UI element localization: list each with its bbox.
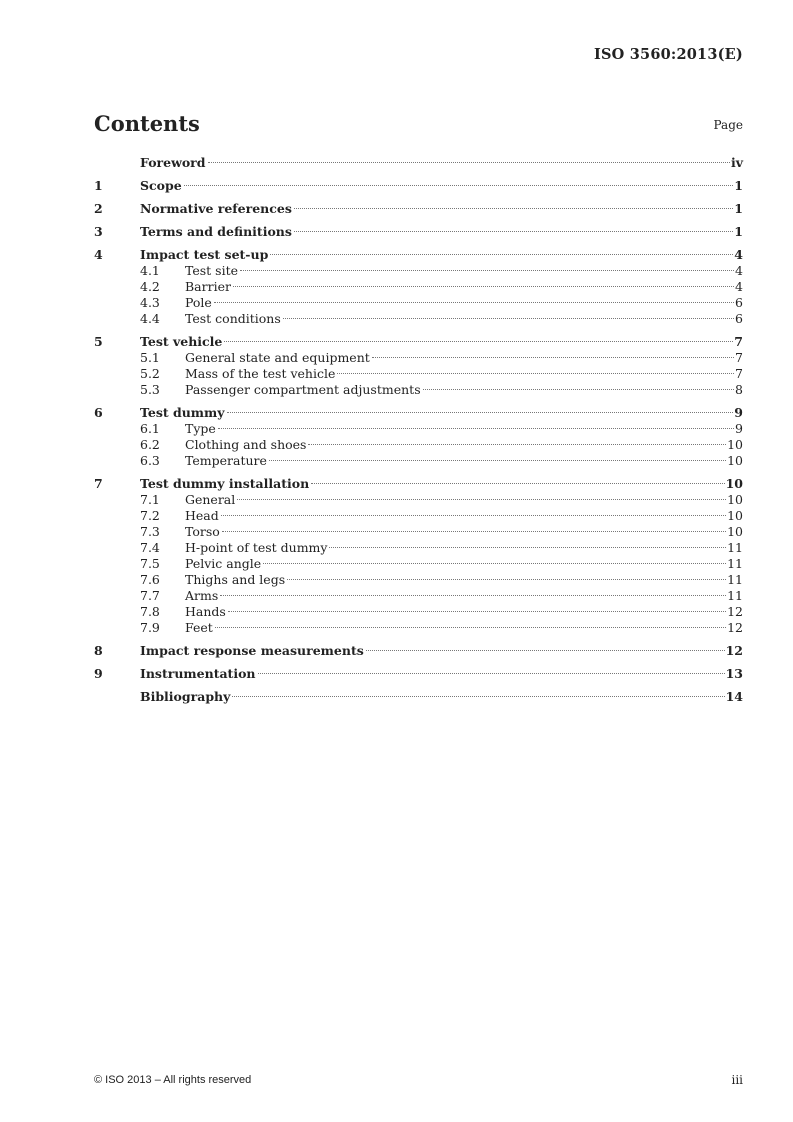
toc-entry-title: Test site — [185, 263, 239, 278]
toc-group — [94, 178, 743, 194]
dot-leader — [258, 673, 725, 674]
toc-entry-page: 10 — [727, 453, 743, 468]
toc-entry-title: Foreword — [140, 155, 206, 170]
toc-subentry[interactable] — [94, 279, 743, 295]
document-id: ISO 3560:2013(E) — [594, 46, 743, 63]
toc-subentry[interactable] — [94, 620, 743, 636]
toc-entry-page: 9 — [734, 405, 743, 420]
toc-subentry[interactable] — [94, 572, 743, 588]
dot-leader — [240, 270, 734, 271]
toc-entry-page: 4 — [735, 279, 743, 294]
dot-leader — [227, 412, 734, 413]
toc-entry-number: 2 — [94, 201, 103, 216]
toc-entry-page: 4 — [734, 247, 743, 262]
toc-entry-title: Test dummy — [140, 405, 225, 420]
dot-leader — [184, 185, 734, 186]
toc-subentry[interactable] — [94, 421, 743, 437]
toc-entry-page: 12 — [725, 643, 743, 658]
dot-leader — [329, 547, 726, 548]
toc-entry-page: 1 — [734, 178, 743, 193]
toc-entry-number: 6 — [94, 405, 103, 420]
dot-leader — [372, 357, 734, 358]
toc-group — [94, 643, 743, 659]
toc-entry-page: 11 — [727, 540, 743, 555]
contents-title: Contents — [94, 111, 200, 136]
toc-entry-number: 1 — [94, 178, 103, 193]
toc-group — [94, 689, 743, 705]
toc-entry-page: 11 — [727, 572, 743, 587]
dot-leader — [283, 318, 734, 319]
toc-entry-number: 9 — [94, 666, 103, 681]
toc-entry-page: 10 — [727, 437, 743, 452]
page-number: iii — [731, 1073, 743, 1087]
toc-entry-number: 5.1 — [140, 350, 160, 365]
toc-entry-title: Pelvic angle — [185, 556, 262, 571]
toc-entry-title: Clothing and shoes — [185, 437, 307, 452]
dot-leader — [366, 650, 725, 651]
toc-subentry[interactable] — [94, 524, 743, 540]
toc-entry[interactable] — [94, 689, 743, 705]
toc-entry-title: Barrier — [185, 279, 231, 294]
toc-entry-number: 6.1 — [140, 421, 160, 436]
toc-subentry[interactable] — [94, 350, 743, 366]
toc-entry-number: 7 — [94, 476, 103, 491]
dot-leader — [294, 208, 733, 209]
dot-leader — [308, 444, 726, 445]
toc-entry-title: General — [185, 492, 236, 507]
toc-entry-title: Pole — [185, 295, 212, 310]
dot-leader — [287, 579, 726, 580]
dot-leader — [337, 373, 734, 374]
toc-entry-title: Hands — [185, 604, 226, 619]
toc-entry[interactable] — [94, 247, 743, 263]
toc-entry-number: 7.5 — [140, 556, 160, 571]
toc-entry-number: 4.4 — [140, 311, 160, 326]
toc-entry-number: 6.3 — [140, 453, 160, 468]
toc-entry-title: Torso — [185, 524, 220, 539]
toc-entry-page: 11 — [727, 556, 743, 571]
toc-entry-title: Feet — [185, 620, 213, 635]
toc-entry[interactable] — [94, 643, 743, 659]
toc-group — [94, 155, 743, 171]
toc-subentry[interactable] — [94, 540, 743, 556]
toc-subentry[interactable] — [94, 311, 743, 327]
toc-entry-page: 14 — [725, 689, 743, 704]
dot-leader — [311, 483, 724, 484]
toc-group — [94, 405, 743, 469]
dot-leader — [218, 428, 734, 429]
dot-leader — [423, 389, 734, 390]
toc-entry-title: Test vehicle — [140, 334, 223, 349]
toc-entry[interactable] — [94, 476, 743, 492]
toc-entry-number: 7.7 — [140, 588, 160, 603]
toc-subentry[interactable] — [94, 295, 743, 311]
toc-subentry[interactable] — [94, 556, 743, 572]
toc-entry-page: 10 — [727, 508, 743, 523]
toc-entry-page: 10 — [727, 524, 743, 539]
toc-entry-title: Thighs and legs — [185, 572, 286, 587]
toc-entry-page: 7 — [735, 366, 743, 381]
toc-entry-page: 9 — [735, 421, 743, 436]
toc-entry-page: 1 — [734, 201, 743, 216]
toc-entry-page: 1 — [734, 224, 743, 239]
toc-entry-number: 5.3 — [140, 382, 160, 397]
toc-subentry[interactable] — [94, 453, 743, 469]
toc-entry[interactable] — [94, 666, 743, 682]
toc-group — [94, 247, 743, 327]
toc-entry-title: Type — [185, 421, 216, 436]
toc-entry-number: 5.2 — [140, 366, 160, 381]
toc-group — [94, 666, 743, 682]
toc-entry-page: 8 — [735, 382, 743, 397]
toc-entry[interactable] — [94, 334, 743, 350]
toc-entry-page: 6 — [735, 295, 743, 310]
toc-entry-number: 7.9 — [140, 620, 160, 635]
dot-leader — [208, 162, 730, 163]
toc-entry[interactable] — [94, 224, 743, 240]
toc-entry-title: Passenger compartment adjustments — [185, 382, 421, 397]
toc-subentry[interactable] — [94, 604, 743, 620]
toc-entry-number: 8 — [94, 643, 103, 658]
dot-leader — [228, 611, 726, 612]
toc-entry-number: 7.1 — [140, 492, 160, 507]
toc-entry-title: Arms — [185, 588, 219, 603]
page-column-label: Page — [713, 118, 743, 132]
toc-entry-number: 7.8 — [140, 604, 160, 619]
toc-entry-number: 4.3 — [140, 295, 160, 310]
dot-leader — [222, 531, 726, 532]
toc-group — [94, 224, 743, 240]
toc-entry-page: 12 — [727, 620, 743, 635]
toc-entry-page: 10 — [727, 492, 743, 507]
copyright-notice: © ISO 2013 – All rights reserved — [94, 1074, 252, 1086]
toc-entry-page: 4 — [735, 263, 743, 278]
toc-entry-title: Terms and definitions — [140, 224, 292, 239]
dot-leader — [269, 460, 726, 461]
toc-entry-page: 10 — [725, 476, 743, 491]
dot-leader — [232, 696, 724, 697]
toc-entry-page: 12 — [727, 604, 743, 619]
toc-entry-title: Bibliography — [140, 689, 231, 704]
dot-leader — [263, 563, 726, 564]
dot-leader — [233, 286, 734, 287]
toc-entry-title: H-point of test dummy — [185, 540, 328, 555]
toc-entry[interactable] — [94, 178, 743, 194]
toc-entry-title: Test dummy installation — [140, 476, 310, 491]
toc-entry-number: 6.2 — [140, 437, 160, 452]
toc-subentry[interactable] — [94, 588, 743, 604]
toc-subentry[interactable] — [94, 492, 743, 508]
toc-entry-page: 11 — [727, 588, 743, 603]
toc-entry-title: Head — [185, 508, 219, 523]
dot-leader — [220, 595, 726, 596]
toc-entry-number: 7.4 — [140, 540, 160, 555]
toc-subentry[interactable] — [94, 382, 743, 398]
toc-entry-number: 5 — [94, 334, 103, 349]
toc-entry-title: Test conditions — [185, 311, 281, 326]
toc-entry-title: Mass of the test vehicle — [185, 366, 336, 381]
dot-leader — [214, 302, 734, 303]
toc-subentry[interactable] — [94, 437, 743, 453]
dot-leader — [224, 341, 733, 342]
toc-entry-title: Impact test set-up — [140, 247, 269, 262]
toc-entry-page: 6 — [735, 311, 743, 326]
toc-entry-number: 7.6 — [140, 572, 160, 587]
dot-leader — [270, 254, 733, 255]
toc-entry-title: Temperature — [185, 453, 267, 468]
toc-entry-title: Normative references — [140, 201, 292, 216]
toc-group — [94, 334, 743, 398]
toc-subentry[interactable] — [94, 508, 743, 524]
toc-entry-page: iv — [730, 155, 743, 170]
toc-entry[interactable] — [94, 155, 743, 171]
toc-group — [94, 201, 743, 217]
dot-leader — [237, 499, 726, 500]
dot-leader — [221, 515, 726, 516]
toc-subentry[interactable] — [94, 366, 743, 382]
toc-entry-title: Instrumentation — [140, 666, 256, 681]
toc-entry-page: 13 — [725, 666, 743, 681]
dot-leader — [294, 231, 733, 232]
toc-entry-number: 4 — [94, 247, 103, 262]
toc-entry-title: General state and equipment — [185, 350, 370, 365]
table-of-contents — [94, 155, 743, 712]
toc-entry-title: Scope — [140, 178, 182, 193]
toc-entry-page: 7 — [734, 334, 743, 349]
dot-leader — [215, 627, 726, 628]
toc-entry-number: 4.1 — [140, 263, 160, 278]
toc-entry-number: 7.3 — [140, 524, 160, 539]
toc-entry-number: 4.2 — [140, 279, 160, 294]
toc-entry-number: 7.2 — [140, 508, 160, 523]
toc-entry-title: Impact response measurements — [140, 643, 364, 658]
toc-subentry[interactable] — [94, 263, 743, 279]
toc-group — [94, 476, 743, 636]
toc-entry-number: 3 — [94, 224, 103, 239]
toc-entry-page: 7 — [735, 350, 743, 365]
toc-entry[interactable] — [94, 405, 743, 421]
toc-entry[interactable] — [94, 201, 743, 217]
